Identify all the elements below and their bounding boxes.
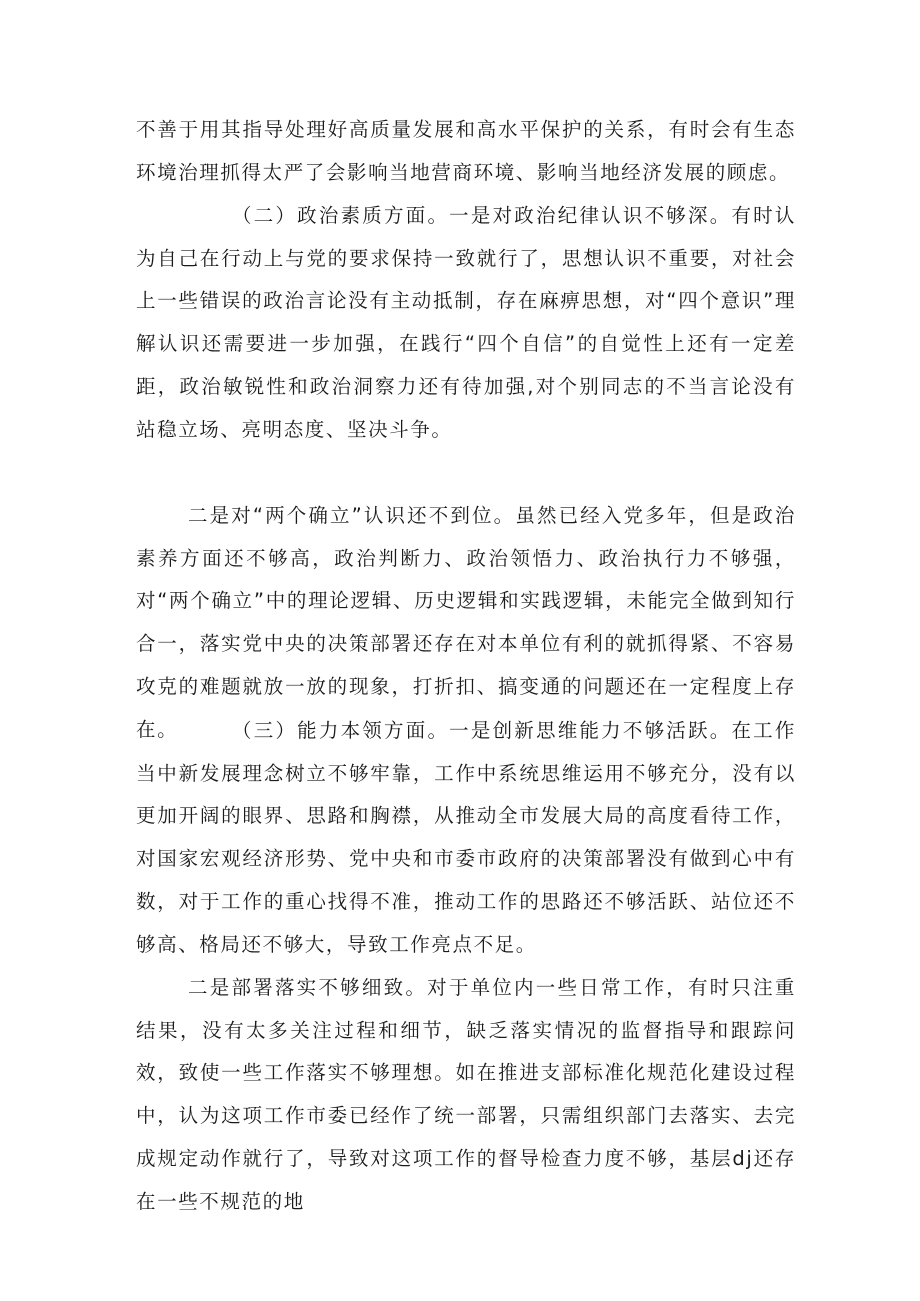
- paragraph-two-establishments: 二是对“两个确立”认识还不到位。虽然已经入党多年，但是政治素养方面还不够高，政治判断力、政治领悟力、政治执行力不够强，对“两个确立”中的理论逻辑、历史逻辑和实践逻辑，未能完全做到知行合一，落实党中央的决策部署还存在对本单位有利的就抓得紧、不容易攻克的难题就放一放的现象，打折扣、搞变通的问题还在一定程度上存在。: [136, 504, 796, 741]
- paragraph-eco-protection-continuation: 不善于用其指导处理好高质量发展和高水平保护的关系，有时会有生态环境治理抓得太严了会影响当地营商环境、影响当地经济发展的顾虑。: [136, 118, 796, 184]
- paragraph-political-quality-discipline: （二）政治素质方面。一是对政治纪律认识不够深。有时认为自己在行动上与党的要求保持一致就行了，思想认识不重要，对社会上一些错误的政治言论没有主动抵制，存在麻痹思想，对“四个意识”理解认识还需要进一步加强，在践行“四个自信”的自觉性上还有一定差距，政治敏锐性和政治洞察力还有待加强,对个别同志的不当言论没有站稳立场、亮明态度、坚决斗争。: [136, 204, 796, 441]
- paragraph-capability-innovation: （三）能力本领方面。一是创新思维能力不够活跃。在工作当中新发展理念树立不够牢靠，工作中系统思维运用不够充分，没有以更加开阔的眼界、思路和胸襟，从推动全市发展大局的高度看待工作，对国家宏观经济形势、党中央和市委市政府的决策部署没有做到心中有数，对于工作的重心找得不准，推动工作的思路还不够活跃、站位还不够高、格局还不够大，导致工作亮点不足。: [136, 719, 796, 956]
- paragraph-deployment-implementation: 二是部署落实不够细致。对于单位内一些日常工作，有时只注重结果，没有太多关注过程和细节，缺乏落实情况的监督指导和跟踪问效，致使一些工作落实不够理想。如在推进支部标准化规范化建设过程中，认为这项工作市委已经作了统一部署，只需组织部门去落实、去完成规定动作就行了，导致对这项工作的督导检查力度不够，基层dj还存在一些不规范的地: [136, 976, 796, 1213]
